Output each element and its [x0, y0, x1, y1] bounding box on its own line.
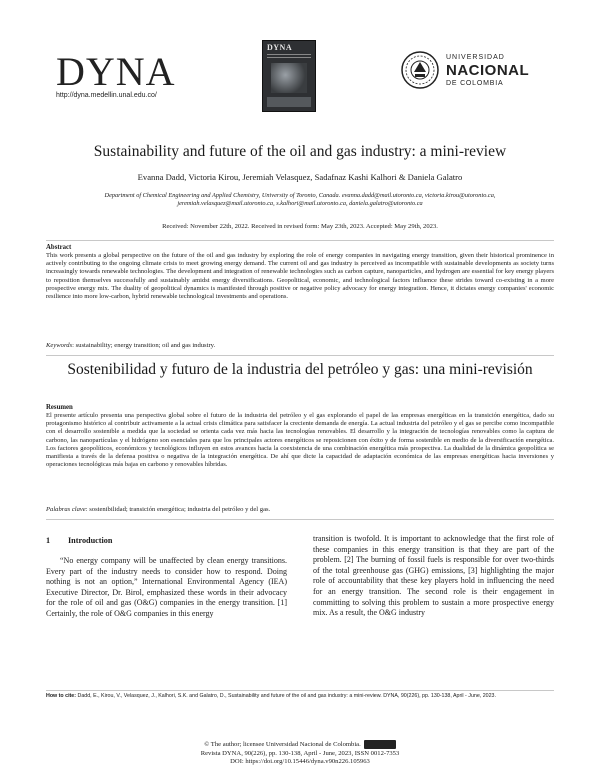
journal-cover-image [262, 40, 316, 112]
received-dates: Received: November 22th, 2022. Received in revised form: May 23th, 2023. Accepted: May 29th, 2023. [162, 223, 438, 230]
divider [46, 240, 554, 241]
body-left-column: “No energy company will be unaffected by clean energy transitions. Every part of the industry needs to consider how to respond. Doing nothing is not an option,” International Environmental Agency (IEA) Executive Director, Dr. Birol, emphasized these words in their advocacy for the role of oil and gas (O&G) companies in the energy transition. [1] Certainly, the role of O&G companies in this energy [46, 556, 287, 618]
how-to-cite-text: Dadd, E., Kirou, V., Velasquez, J., Kalhori, S.K. and Galatro, D., Sustainability and future of the oil and gas industry: a mini-review. DYNA, 90(226), pp. 130-138, April - June, 2023. [76, 693, 496, 699]
footer [40, 740, 560, 767]
keywords-label: Keywords [46, 342, 73, 349]
doi-line[interactable]: DOI: https://doi.org/10.15446/dyna.v90n226.105963 [230, 758, 370, 766]
university-wordmark [446, 54, 529, 87]
revista-line: Revista DYNA, 90(226), pp. 130-138, April - June, 2023, ISSN 0012-7353 [200, 749, 400, 757]
divider [46, 519, 554, 520]
abstract-heading: Abstract [46, 244, 72, 251]
journal-logo: DYNA [56, 49, 176, 94]
cover-artwork [271, 63, 307, 93]
cc-license-icon [364, 740, 396, 749]
abstract-text: This work presents a global perspective on the future of the oil and gas industry by exploring the role of energy companies in navigating energy transition, given their historical prominence in actively contributing to the ongoing climate crisis to meet growing energy demand. The current oil and gas industry is perceived as incompatible with sustainable developments as society turns increasingly towards renewable technologies. The development and integration of renewable technologies such as carbon capture, nanoparticles, and hydrogen are essential for key energy players to reposition themselves successfully and sustainably amidst energy diversifications. Geopolitical, economic, and technological factors influence these strides toward co-existing in a more prospective energy mix. The duality of geopolitical dynamics is manifested through positive or negative policy advocacy for energy integration. Hence, it dictates energy companies' economic resilience into more low-carbon, hybrid renewable technological investments and operations. [46, 252, 554, 301]
section-number: 1 [46, 536, 51, 545]
university-line1: UNIVERSIDAD [446, 54, 505, 61]
journal-url[interactable]: http://dyna.medellin.unal.edu.co/ [56, 92, 157, 99]
cover-divider [267, 57, 311, 58]
divider [46, 690, 554, 691]
how-to-cite-label: How to cite: [46, 693, 77, 699]
palabras-clave-text: : sostenibilidad; transición energética; industria del petróleo y del gas. [85, 506, 271, 513]
spanish-title: Sostenibilidad y futuro de la industria del petróleo y gas: una mini-revisión [67, 361, 533, 378]
university-line3: DE COLOMBIA [446, 80, 504, 87]
author-affiliation: Department of Chemical Engineering and Applied Chemistry, University of Toronto, Canada. evanna.dadd@mail.utoronto.ca, victoria.kirou@utoronto.ca, jeremiah.velasquez@mail.utoronto.ca, s.kalhori@mail.utoronto.ca, daniela.galatro@utoronto.ca [104, 192, 496, 208]
license-line [40, 740, 560, 750]
cover-divider [267, 54, 311, 55]
resumen-text: El presente artículo presenta una perspectiva global sobre el futuro de la industria del petróleo y el gas explorando el papel de las empresas energéticas en la transición energética, dado su protagonismo histórico al contribuir activamente a la actual crisis climática para satisfacer la creciente demanda de energía. La actual industria del petróleo y el gas se percibe como incompatible con el desarrollo sostenible a medida que la sociedad se orienta cada vez más hacia las tecnologías renovables. El desarrollo y la integración de tecnologías renovables como la captura de carbono, las nanopartículas y el hidrógeno son esenciales para que los principales actores energéticos se reposicionen con éxito y de forma sostenible en medio de la diversificación energética. Los factores geopolíticos, económicos y tecnológicos influyen en estos avances hacia la coexistencia de una combinación energética más prospectiva. La dualidad de la dinámica geopolítica se manifiesta a través de la defensa positiva o negativa de la integración energética. De ahí que dicte la capacidad de adaptación económica de las empresas energéticas hacia inversiones y operaciones tecnológicas más bajas en carbono y renovables híbridas. [46, 412, 554, 469]
how-to-cite [46, 693, 554, 700]
section-heading [46, 536, 112, 545]
university-seal-icon [400, 50, 440, 90]
license-text: © The author; licensee Universidad Nacional de Colombia. [204, 741, 361, 749]
resumen-heading: Resumen [46, 404, 73, 411]
palabras-clave-label: Palabras clave [46, 506, 86, 513]
article-authors: Evanna Dadd, Victoria Kirou, Jeremiah Velasquez, Sadafnaz Kashi Kalhori & Daniela Galatro [137, 172, 463, 182]
palabras-clave-line [46, 506, 554, 513]
section-title: Introduction [68, 536, 113, 545]
article-title: Sustainability and future of the oil and gas industry: a mini-review [93, 143, 507, 160]
keywords-line [46, 342, 554, 349]
divider [46, 355, 554, 356]
cover-panel [267, 97, 311, 107]
university-line2: NACIONAL [446, 62, 530, 79]
body-right-column: transition is twofold. It is important to acknowledge that the first role of these companies in this energy transition is that they are part of the problem. [2] The burning of fossil fuels is responsible for over two-thirds of the total greenhouse gas (GHG) emissions, [3] highlighting the major role of accountability that these key players hold in influencing the need for an energy transition. The second role is their engagement in committing to solving this problem to sustain a more prospective energy mix. As a result, the O&G industry [313, 534, 554, 618]
cover-title: DYNA [267, 43, 293, 52]
keywords-text: : sustainability; energy transition; oil and gas industry. [72, 342, 216, 349]
